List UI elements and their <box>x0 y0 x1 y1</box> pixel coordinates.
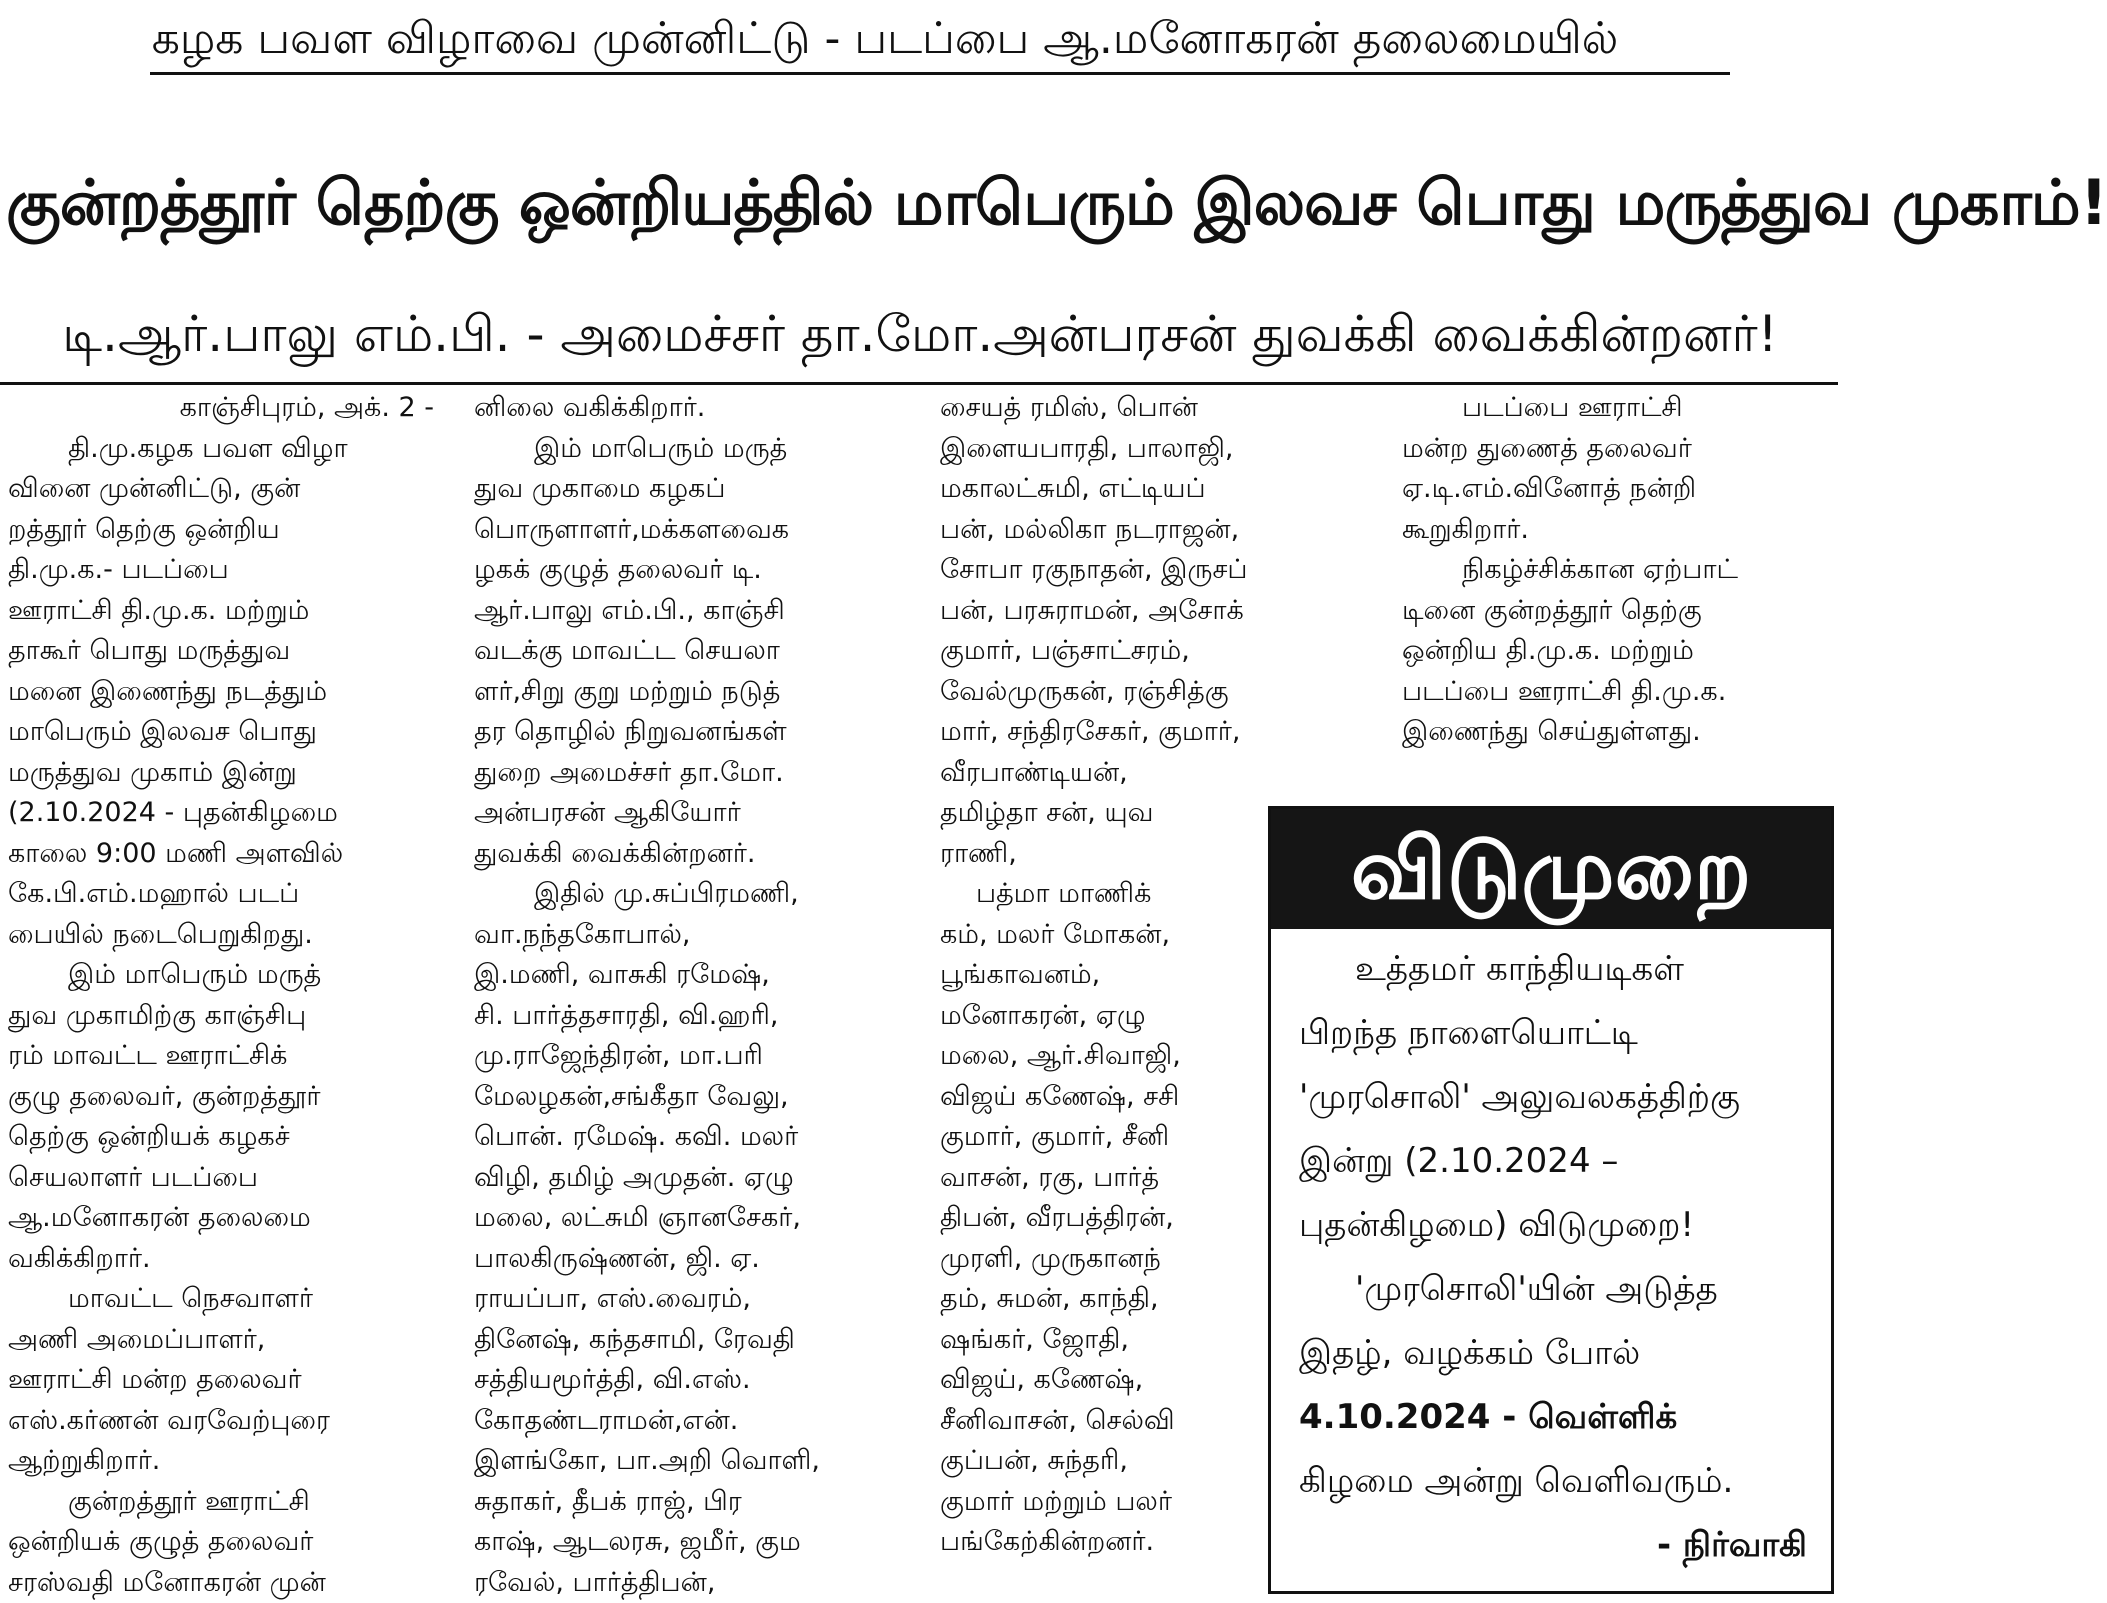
text-line: தர தொழில் நிறுவனங்கள் <box>474 712 910 753</box>
text-line: கம், மலர் மோகன், <box>940 915 1380 956</box>
text-line: மன்ற துணைத் தலைவர் <box>1402 429 1834 470</box>
notice-line: 'முரசொலி' அலுவலகத்திற்கு <box>1299 1065 1811 1129</box>
text-line: குமார், பஞ்சாட்சரம், <box>940 631 1380 672</box>
text-line: மனோகரன், ஏழு <box>940 996 1380 1037</box>
text-line: ரம் மாவட்ட ஊராட்சிக் <box>8 1036 444 1077</box>
text-line: சரஸ்வதி மனோகரன் முன் <box>8 1563 444 1603</box>
text-line: வா.நந்தகோபால், <box>474 915 910 956</box>
text-line: மகாலட்சுமி, எட்டியப் <box>940 469 1380 510</box>
text-line: ஊராட்சி தி.மு.க. மற்றும் <box>8 591 444 632</box>
text-line: டினை குன்றத்தூர் தெற்கு <box>1402 591 1834 632</box>
text-line: அணி அமைப்பாளர், <box>8 1320 444 1361</box>
text-line: தம், சுமன், காந்தி, <box>940 1279 1380 1320</box>
text-line: துறை அமைச்சர் தா.மோ. <box>474 753 910 794</box>
text-line: கோதண்டராமன்,என். <box>474 1401 910 1442</box>
text-line: பையில் நடைபெறுகிறது. <box>8 915 444 956</box>
article-column-4 <box>1402 388 1834 753</box>
text-line: (2.10.2024 - புதன்கிழமை <box>8 793 444 834</box>
notice-title: விடுமுறை <box>1271 809 1831 929</box>
text-line: துவ முகாமிற்கு காஞ்சிபு <box>8 996 444 1037</box>
notice-line: புதன்கிழமை) விடுமுறை! <box>1299 1193 1811 1257</box>
text-line: இம் மாபெரும் மருத் <box>474 429 910 470</box>
text-line: பூங்காவனம், <box>940 955 1380 996</box>
text-line: செயலாளர் படப்பை <box>8 1158 444 1199</box>
notice-line: பிறந்த நாளையொட்டி <box>1299 1001 1811 1065</box>
text-line: ஷங்கர், ஜோதி, <box>940 1320 1380 1361</box>
text-line: துவக்கி வைக்கின்றனர். <box>474 834 910 875</box>
text-line: ஏ.டி.எம்.வினோத் நன்றி <box>1402 469 1834 510</box>
text-line: ஒன்றிய தி.மு.க. மற்றும் <box>1402 631 1834 672</box>
text-line: மலை, லட்சுமி ஞானசேகர், <box>474 1198 910 1239</box>
notice-signature: - நிர்வாகி <box>1299 1513 1811 1577</box>
article-column-2 <box>474 388 910 1603</box>
notice-line: இதழ், வழக்கம் போல் <box>1299 1321 1811 1385</box>
text-line: இ.மணி, வாசுகி ரமேஷ், <box>474 955 910 996</box>
text-line: தினேஷ், கந்தசாமி, ரேவதி <box>474 1320 910 1361</box>
notice-line: 'முரசொலி'யின் அடுத்த <box>1299 1257 1811 1321</box>
text-line: மாபெரும் இலவச பொது <box>8 712 444 753</box>
text-line: இம் மாபெரும் மருத் <box>8 955 444 996</box>
text-line: வீரபாண்டியன், <box>940 753 1380 794</box>
text-line: தமிழ்தா சன், யுவ <box>940 793 1380 834</box>
text-line: சையத் ரமிஸ், பொன் <box>940 388 1380 429</box>
kicker-line: கழக பவள விழாவை முன்னிட்டு - படப்பை ஆ.மனோகரன் தலைமையில் <box>40 8 1730 70</box>
text-line: ஆ.மனோகரன் தலைமை <box>8 1198 444 1239</box>
notice-line: கிழமை அன்று வெளிவரும். <box>1299 1449 1811 1513</box>
subheadline: டி.ஆர்.பாலு எம்.பி. - அமைச்சர் தா.மோ.அன்பரசன் துவக்கி வைக்கின்றனர்! <box>20 292 1820 376</box>
text-line: இதில் மு.சுப்பிரமணி, <box>474 874 910 915</box>
text-line: கே.பி.எம்.மஹால் படப் <box>8 874 444 915</box>
notice-line: 4.10.2024 - வெள்ளிக் <box>1299 1385 1811 1449</box>
text-line: படப்பை ஊராட்சி தி.மு.க. <box>1402 672 1834 713</box>
notice-line: உத்தமர் காந்தியடிகள் <box>1299 937 1811 1001</box>
text-line: பொருளாளர்,மக்களவைக <box>474 510 910 551</box>
text-line: மேலழகன்,சங்கீதா வேலு, <box>474 1077 910 1118</box>
text-line: மலை, ஆர்.சிவாஜி, <box>940 1036 1380 1077</box>
text-line: மு.ராஜேந்திரன், மா.பரி <box>474 1036 910 1077</box>
text-line: விஜய், கணேஷ், <box>940 1360 1380 1401</box>
text-line: மனை இணைந்து நடத்தும் <box>8 672 444 713</box>
text-line: வாசன், ரகு, பார்த் <box>940 1158 1380 1199</box>
text-line: சீனிவாசன், செல்வி <box>940 1401 1380 1442</box>
text-line: குமார் மற்றும் பலர் <box>940 1482 1380 1523</box>
dateline: காஞ்சிபுரம், அக். 2 - <box>8 388 444 429</box>
text-line: தி.மு.கழக பவள விழா <box>8 429 444 470</box>
text-line: பங்கேற்கின்றனர். <box>940 1522 1380 1563</box>
text-line: ராயப்பா, எஸ்.வைரம், <box>474 1279 910 1320</box>
text-line: பொன். ரமேஷ். கவி. மலர் <box>474 1117 910 1158</box>
text-line: சுதாகர், தீபக் ராஜ், பிர <box>474 1482 910 1523</box>
text-line: படப்பை ஊராட்சி <box>1402 388 1834 429</box>
text-line: குழு தலைவர், குன்றத்தூர் <box>8 1077 444 1118</box>
text-line: றத்தூர் தெற்கு ஒன்றிய <box>8 510 444 551</box>
text-line: ரவேல், பார்த்திபன், <box>474 1563 910 1603</box>
text-line: குன்றத்தூர் ஊராட்சி <box>8 1482 444 1523</box>
text-line: எஸ்.கர்ணன் வரவேற்புரை <box>8 1401 444 1442</box>
holiday-notice-box <box>1268 806 1834 1594</box>
text-line: ழகக் குழுத் தலைவர் டி. <box>474 550 910 591</box>
text-line: பன், மல்லிகா நடராஜன், <box>940 510 1380 551</box>
text-line: ஊராட்சி மன்ற தலைவர் <box>8 1360 444 1401</box>
text-line: குப்பன், சுந்தரி, <box>940 1441 1380 1482</box>
text-line: தாகூர் பொது மருத்துவ <box>8 631 444 672</box>
text-line: காலை 9:00 மணி அளவில் <box>8 834 444 875</box>
text-line: சோபா ரகுநாதன், இருசப் <box>940 550 1380 591</box>
text-line: விழி, தமிழ் அமுதன். ஏழு <box>474 1158 910 1199</box>
text-line: மருத்துவ முகாம் இன்று <box>8 753 444 794</box>
text-line: ராணி, <box>940 834 1380 875</box>
text-line: ஆர்.பாலு எம்.பி., காஞ்சி <box>474 591 910 632</box>
text-line: மாவட்ட நெசவாளர் <box>8 1279 444 1320</box>
text-line: சத்தியமூர்த்தி, வி.எஸ். <box>474 1360 910 1401</box>
text-line: குமார், குமார், சீனி <box>940 1117 1380 1158</box>
article-column-1 <box>8 388 444 1603</box>
text-line: தெற்கு ஒன்றியக் கழகச் <box>8 1117 444 1158</box>
headline: குன்றத்தூர் தெற்கு ஒன்றியத்தில் மாபெரும் இலவச பொது மருத்துவ முகாம்! <box>6 128 1832 278</box>
text-line: நிகழ்ச்சிக்கான ஏற்பாட் <box>1402 550 1834 591</box>
text-line: வேல்முருகன், ரஞ்சித்கு <box>940 672 1380 713</box>
text-line: மார், சந்திரசேகர், குமார், <box>940 712 1380 753</box>
notice-line: இன்று (2.10.2024 – <box>1299 1129 1811 1193</box>
text-line: வகிக்கிறார். <box>8 1239 444 1280</box>
text-line: ளர்,சிறு குறு மற்றும் நடுத் <box>474 672 910 713</box>
column-rule <box>0 382 1838 385</box>
kicker-rule <box>150 72 1730 75</box>
text-line: முரளி, முருகானந் <box>940 1239 1380 1280</box>
notice-body <box>1271 929 1831 1577</box>
text-line: திபன், வீரபத்திரன், <box>940 1198 1380 1239</box>
text-line: தி.மு.க.- படப்பை <box>8 550 444 591</box>
text-line: னிலை வகிக்கிறார். <box>474 388 910 429</box>
text-line: துவ முகாமை கழகப் <box>474 469 910 510</box>
text-line: இணைந்து செய்துள்ளது. <box>1402 712 1834 753</box>
text-line: வினை முன்னிட்டு, குன் <box>8 469 444 510</box>
text-line: இளையபாரதி, பாலாஜி, <box>940 429 1380 470</box>
text-line: பன், பரசுராமன், அசோக் <box>940 591 1380 632</box>
text-line: சி. பார்த்தசாரதி, வி.ஹரி, <box>474 996 910 1037</box>
text-line: ஒன்றியக் குழுத் தலைவர் <box>8 1522 444 1563</box>
text-line: கூறுகிறார். <box>1402 510 1834 551</box>
text-line: வடக்கு மாவட்ட செயலா <box>474 631 910 672</box>
text-line: பாலகிருஷ்ணன், ஜி. ஏ. <box>474 1239 910 1280</box>
text-line: ஆற்றுகிறார். <box>8 1441 444 1482</box>
text-line: அன்பரசன் ஆகியோர் <box>474 793 910 834</box>
text-line: விஜய் கணேஷ், சசி <box>940 1077 1380 1118</box>
text-line: இளங்கோ, பா.அறி வொளி, <box>474 1441 910 1482</box>
text-line: காஷ், ஆடலரசு, ஜமீர், கும <box>474 1522 910 1563</box>
text-line: பத்மா மாணிக் <box>940 874 1380 915</box>
